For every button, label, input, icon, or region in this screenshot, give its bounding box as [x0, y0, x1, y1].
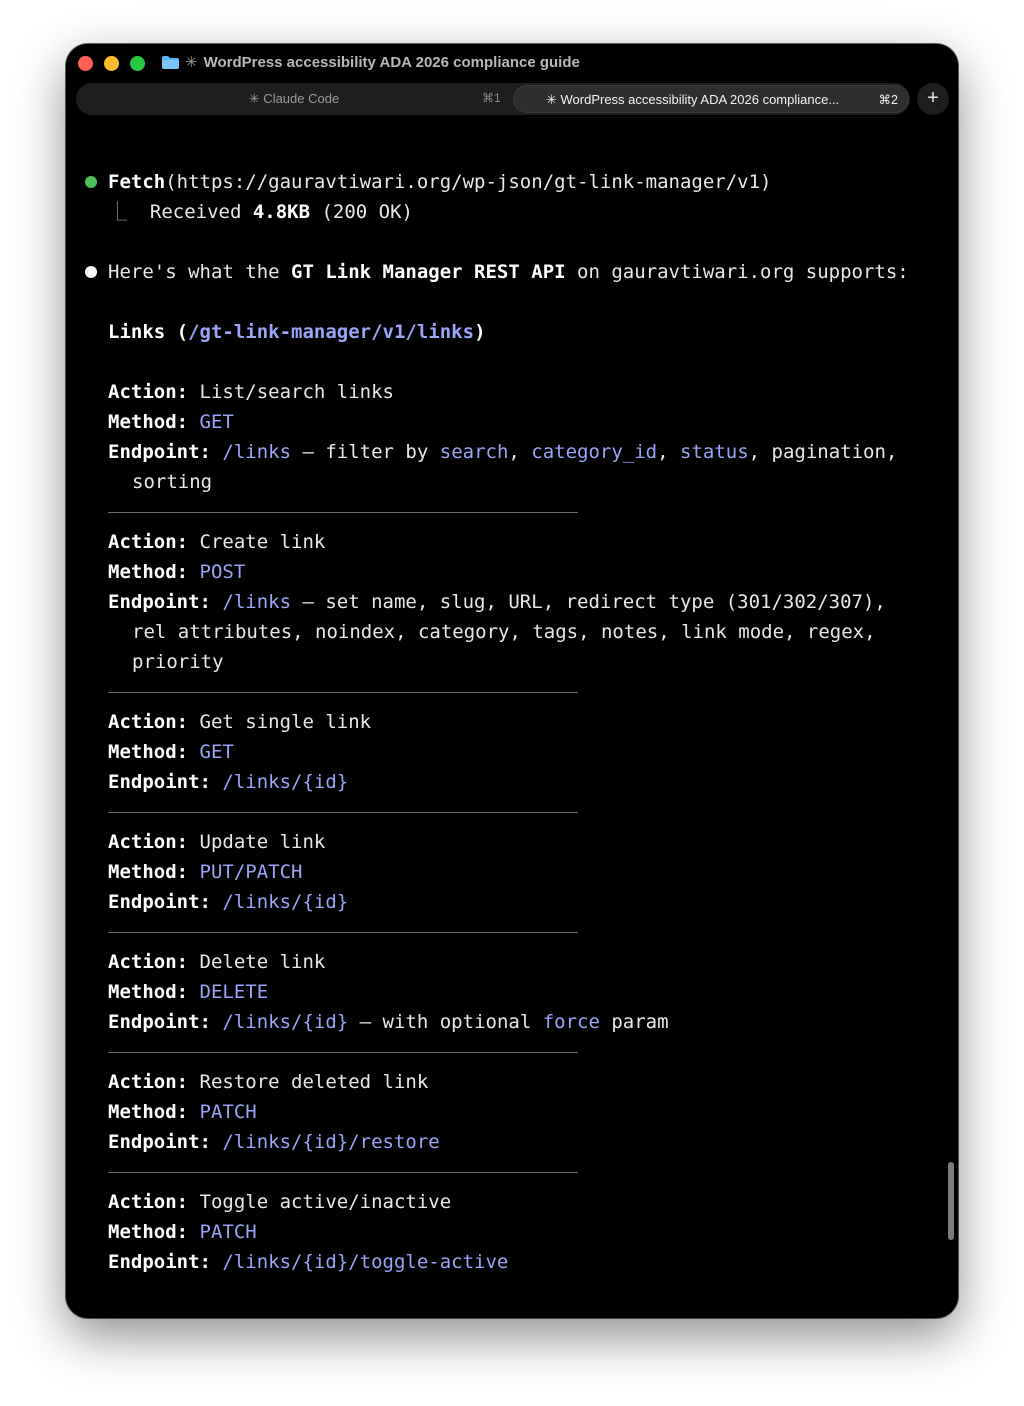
endpoint-path: /links/{id}: [210, 1011, 349, 1033]
intro-text-end: on gauravtiwari.org supports:: [565, 261, 909, 283]
intro-line: [108, 257, 909, 287]
action-value: Delete link: [188, 951, 326, 973]
endpoint-description-continued: [132, 617, 876, 647]
minimize-window-button[interactable]: [104, 56, 119, 71]
row-endpoint-line: [108, 767, 348, 797]
method-value: GET: [188, 411, 234, 433]
row-action-line: [108, 947, 325, 977]
endpoint-description: — with optional: [348, 1011, 543, 1033]
method-value: PUT/PATCH: [188, 861, 303, 883]
title-spinner-icon: ✳: [185, 54, 198, 71]
row-method-line: [108, 1217, 257, 1247]
action-value: Create link: [188, 531, 326, 553]
param-code: force: [542, 1011, 600, 1033]
section-close: ): [474, 321, 486, 343]
section-heading: [108, 317, 486, 347]
row-action-line: [108, 527, 325, 557]
endpoint-description-continued: [132, 647, 224, 677]
endpoint-path: /links/{id}/restore: [210, 1131, 440, 1153]
row-separator: [108, 692, 578, 693]
row-endpoint-line: [108, 887, 348, 917]
method-label: Method:: [108, 861, 189, 883]
tab-claude-code[interactable]: ✳ Claude Code: [248, 91, 340, 106]
window-title-row: [162, 53, 580, 71]
tab-wordpress-accessibility[interactable]: [513, 85, 909, 113]
scrollbar[interactable]: [948, 1162, 954, 1240]
row-endpoint-line: [108, 1127, 440, 1157]
endpoint-path: /links/{id}/toggle-active: [210, 1251, 509, 1273]
intro-api-name: GT Link Manager REST API: [291, 261, 566, 283]
endpoint-label: Endpoint:: [108, 1251, 211, 1273]
endpoint-description: param: [599, 1011, 669, 1033]
row-method-line: [108, 737, 234, 767]
method-value: POST: [188, 561, 246, 583]
action-label: Action:: [108, 711, 189, 733]
endpoint-label: Endpoint:: [108, 591, 211, 613]
action-value: Restore deleted link: [188, 1071, 429, 1093]
action-label: Action:: [108, 1071, 189, 1093]
row-action-line: [108, 377, 394, 407]
message-bullet: [85, 266, 97, 278]
tab-bar: [76, 83, 910, 115]
endpoint-description-continued: [132, 467, 212, 497]
endpoint-label: Endpoint:: [108, 1011, 211, 1033]
endpoint-label: Endpoint:: [108, 1131, 211, 1153]
row-method-line: [108, 407, 234, 437]
action-label: Action:: [108, 531, 189, 553]
endpoint-description: rel attributes, noindex, category, tags, notes, link mode, regex,: [132, 621, 876, 643]
section-label: Links (: [108, 321, 189, 343]
row-action-line: [108, 827, 325, 857]
tab-wordpress-accessibility-label: ✳ WordPress accessibility ADA 2026 compliance...: [546, 92, 840, 107]
tree-elbow-icon: ⎿: [108, 201, 150, 223]
terminal-window: [66, 44, 958, 1318]
action-value: List/search links: [188, 381, 394, 403]
method-value: GET: [188, 741, 234, 763]
row-endpoint-line: [108, 437, 897, 467]
row-separator: [108, 512, 578, 513]
action-value: Toggle active/inactive: [188, 1191, 452, 1213]
folder-icon: [162, 56, 179, 69]
tool-status-bullet: [85, 176, 97, 188]
endpoint-description: ,: [657, 441, 681, 463]
endpoint-path: /links/{id}: [210, 891, 349, 913]
row-endpoint-line: [108, 587, 886, 617]
action-label: Action:: [108, 1191, 189, 1213]
endpoint-description: — filter by: [291, 441, 440, 463]
intro-text-start: Here's what the: [108, 261, 292, 283]
param-code: search: [439, 441, 509, 463]
action-value: Update link: [188, 831, 326, 853]
method-label: Method:: [108, 1101, 189, 1123]
window-title: WordPress accessibility ADA 2026 compliance guide: [203, 53, 580, 71]
row-separator: [108, 812, 578, 813]
method-label: Method:: [108, 1221, 189, 1243]
row-action-line: [108, 1187, 451, 1217]
action-label: Action:: [108, 381, 189, 403]
endpoint-path: /links: [210, 591, 292, 613]
method-value: PATCH: [188, 1101, 257, 1123]
row-action-line: [108, 707, 371, 737]
close-window-button[interactable]: [78, 56, 93, 71]
endpoint-description: ,: [508, 441, 532, 463]
method-label: Method:: [108, 741, 189, 763]
method-label: Method:: [108, 981, 189, 1003]
endpoint-description: sorting: [132, 471, 213, 493]
action-value: Get single link: [188, 711, 372, 733]
fetch-received-status: (200 OK): [310, 201, 413, 223]
row-method-line: [108, 977, 268, 1007]
method-value: DELETE: [188, 981, 269, 1003]
row-separator: [108, 932, 578, 933]
row-method-line: [108, 557, 245, 587]
section-path: /gt-link-manager/v1/links: [188, 321, 475, 343]
tab-claude-code-shortcut: ⌘1: [482, 91, 501, 105]
new-tab-button[interactable]: +: [917, 83, 949, 115]
endpoint-path: /links/{id}: [210, 771, 349, 793]
endpoint-description: priority: [132, 651, 224, 673]
endpoint-label: Endpoint:: [108, 441, 211, 463]
endpoint-description: — set name, slug, URL, redirect type (301/302/307),: [291, 591, 886, 613]
row-separator: [108, 1172, 578, 1173]
tab-wordpress-accessibility-shortcut: ⌘2: [878, 93, 898, 107]
row-method-line: [108, 1097, 257, 1127]
endpoint-description: , pagination,: [748, 441, 898, 463]
endpoint-path: /links: [210, 441, 292, 463]
action-label: Action:: [108, 951, 189, 973]
action-label: Action:: [108, 831, 189, 853]
fetch-url: (https://gauravtiwari.org/wp-json/gt-link-manager/v1): [165, 171, 772, 193]
row-method-line: [108, 857, 302, 887]
row-action-line: [108, 1067, 428, 1097]
row-endpoint-line: [108, 1007, 669, 1037]
method-label: Method:: [108, 411, 189, 433]
endpoint-label: Endpoint:: [108, 771, 211, 793]
endpoint-label: Endpoint:: [108, 891, 211, 913]
param-code: category_id: [531, 441, 658, 463]
method-label: Method:: [108, 561, 189, 583]
fetch-tool-name: Fetch: [108, 171, 166, 193]
method-value: PATCH: [188, 1221, 257, 1243]
title-bar: [66, 44, 958, 164]
zoom-window-button[interactable]: [130, 56, 145, 71]
row-endpoint-line: [108, 1247, 508, 1277]
row-separator: [108, 1052, 578, 1053]
fetch-received-prefix: Received: [149, 201, 253, 223]
fetch-received-size: 4.8KB: [252, 201, 311, 223]
fetch-result-line: [108, 197, 413, 227]
param-code: status: [680, 441, 749, 463]
fetch-line: [108, 167, 771, 197]
